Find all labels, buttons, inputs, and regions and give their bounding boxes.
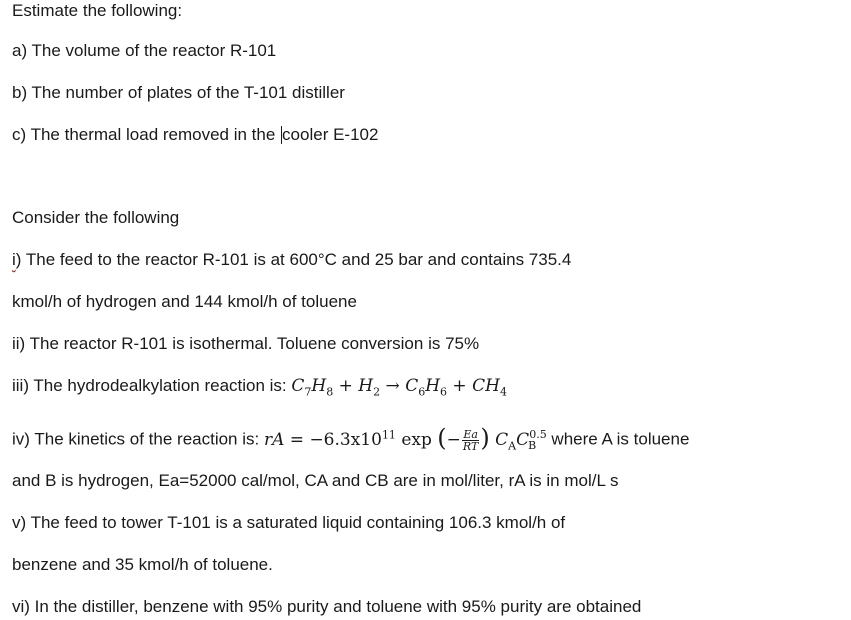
item-c-text-end: cooler E-102 [282, 125, 379, 144]
condition-v-line2: benzene and 35 kmol/h of toluene. [12, 555, 273, 574]
close-paren: ) [480, 424, 490, 453]
condition-iv-text: iv) The kinetics of the reaction is: [12, 429, 264, 449]
plus-sign: + [447, 376, 473, 396]
methane-sub: 4 [499, 385, 507, 399]
minus-sign: − [446, 429, 461, 450]
consider-heading: Consider the following [12, 208, 180, 227]
condition-ii: ii) The reactor R-101 is isothermal. Toluene conversion is 75% [12, 334, 480, 353]
plus-sign: + [333, 376, 359, 396]
toluene-c: C [291, 376, 305, 396]
condition-vi: vi) In the distiller, benzene with 95% purity and toluene with 95% purity are obtained [12, 597, 642, 616]
fraction-numerator: Ea [463, 427, 478, 441]
text-cursor [281, 126, 282, 144]
item-c [12, 124, 378, 146]
condition-iii [12, 375, 507, 403]
exp-function: exp [395, 429, 438, 450]
item-b: b) The number of plates of the T-101 distiller [12, 83, 345, 102]
condition-i-text: ) The feed to the reactor R-101 is at 600°C and 25 bar and contains 735.4 [15, 250, 572, 269]
toluene-h-sub: 8 [326, 385, 334, 399]
condition-iv-tail: where A is toluene [546, 429, 690, 449]
benzene-h-sub: 6 [440, 385, 448, 399]
benzene-h: H [425, 376, 441, 396]
reaction-arrow-icon: → [380, 376, 406, 396]
condition-v-line1: v) The feed to tower T-101 is a saturated liquid containing 106.3 kmol/h of [12, 513, 566, 532]
methane-ch: CH [472, 376, 500, 396]
toluene-c-sub: 7 [304, 385, 312, 399]
benzene-c-sub: 6 [418, 385, 426, 399]
item-a: a) The volume of the reactor R-101 [12, 41, 277, 60]
item-c-text-start: c) The thermal load removed in the [12, 125, 281, 144]
activation-fraction [462, 429, 479, 452]
toluene-h: H [311, 376, 327, 396]
conc-a: C [489, 429, 509, 450]
conc-b: C [516, 429, 530, 450]
condition-iii-text: iii) The hydrodealkylation reaction is: [12, 376, 292, 395]
fraction-denominator: RT [462, 439, 479, 453]
reaction-equation [291, 376, 507, 399]
rate-symbol: rA [263, 429, 285, 450]
condition-iv [12, 421, 689, 460]
spellcheck-marker: i [12, 250, 16, 269]
benzene-c: C [405, 376, 419, 396]
kinetics-equation [263, 424, 547, 453]
rate-coefficient: −6.3x10 [309, 429, 382, 450]
condition-iv-line2: and B is hydrogen, Ea=52000 cal/mol, CA and CB are in mol/liter, rA is in mol/L s [12, 471, 619, 490]
hydrogen-h: H [358, 376, 374, 396]
hydrogen-sub: 2 [373, 385, 381, 399]
condition-i-line1 [12, 249, 571, 271]
conc-b-exponent: 0.5 [529, 428, 547, 441]
condition-i-line2: kmol/h of hydrogen and 144 kmol/h of toluene [12, 292, 357, 311]
conc-a-sub: A [508, 439, 517, 453]
coefficient-exponent: 11 [381, 428, 396, 441]
open-paren: ( [437, 424, 447, 453]
estimate-heading: Estimate the following: [12, 1, 183, 20]
conc-b-sub: B [528, 439, 537, 453]
equals-sign: = [284, 429, 310, 450]
